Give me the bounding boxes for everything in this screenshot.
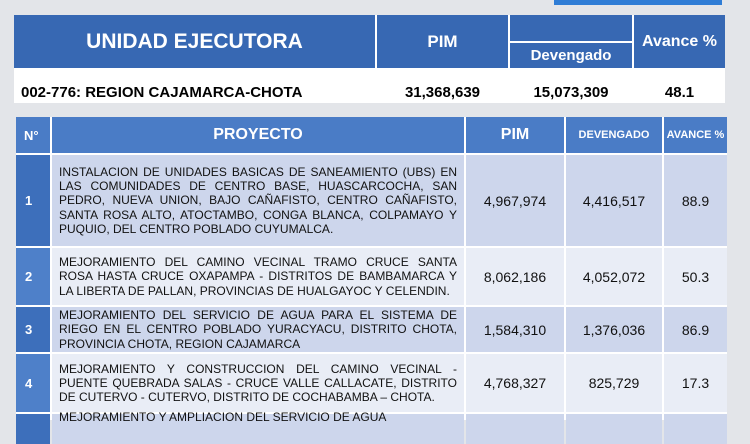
- row-number: 1: [16, 155, 50, 246]
- row-pim: [466, 414, 564, 444]
- row-pim: 4,967,974: [466, 155, 564, 246]
- unidad-ejecutora-header: UNIDAD EJECUTORA: [14, 15, 375, 68]
- row-devengado: 4,416,517: [566, 155, 662, 246]
- row-pim: 1,584,310: [466, 307, 564, 352]
- devengado-value: 15,073,309: [510, 70, 632, 103]
- devengado-header: Devengado: [510, 43, 632, 68]
- row-devengado: [566, 414, 662, 444]
- pim-header: PIM: [377, 15, 508, 68]
- row-devengado: 4,052,072: [566, 248, 662, 305]
- row-avance: 17.3: [664, 354, 727, 412]
- pim-value: 31,368,639: [377, 70, 508, 103]
- project-name: INSTALACION DE UNIDADES BASICAS DE SANEAMIENTO (UBS) EN LAS COMUNIDADES DE CENTRO BASE, HUASCARCOCHA, SAN PEDRO, NUEVA UNION, BAJO CAÑAFISTO, CENTRO CAÑAFISTO, SANTA ROSA ALTO, ATOCTAMBO, CONGA BLANCA, COLPAMAYO Y PUQUIO, DEL CENTRO POBLADO CUYUMALCA.: [52, 155, 464, 246]
- row-number: 4: [16, 354, 50, 412]
- avance-column-header: AVANCE %: [664, 117, 727, 153]
- table-row: [16, 410, 727, 444]
- project-name: MEJORAMIENTO Y AMPLIACION DEL SERVICIO DE AGUA: [52, 414, 464, 444]
- table-row: [16, 248, 727, 305]
- row-avance: 50.3: [664, 248, 727, 305]
- pim-column-header: PIM: [466, 117, 564, 153]
- row-avance: 88.9: [664, 155, 727, 246]
- row-pim: 4,768,327: [466, 354, 564, 412]
- row-pim: 8,062,186: [466, 248, 564, 305]
- project-name: MEJORAMIENTO Y CONSTRUCCION DEL CAMINO VECINAL - PUENTE QUEBRADA SALAS - CRUCE VALLE CALLACATE, DISTRITO DE CUTERVO - CUTERVO, DISTRITO DE COCHABAMBA – CHOTA.: [52, 354, 464, 412]
- top-accent-bar: [554, 0, 722, 5]
- project-name: MEJORAMIENTO DEL SERVICIO DE AGUA PARA EL SISTEMA DE RIEGO EN EL CENTRO POBLADO YURACYACU, DISTRITO CHOTA, PROVINCIA CHOTA, REGION CAJAMARCA: [52, 307, 464, 352]
- avance-header: Avance %: [634, 15, 725, 68]
- devengado-header-top: [510, 15, 632, 41]
- devengado-column-header: DEVENGADO: [566, 117, 662, 153]
- executing-unit-summary-table: [14, 15, 725, 103]
- row-avance: [664, 414, 727, 444]
- projects-table: [16, 117, 727, 424]
- unidad-ejecutora-value: 002-776: REGION CAJAMARCA-CHOTA: [14, 70, 375, 103]
- row-number: [16, 414, 50, 444]
- row-devengado: 825,729: [566, 354, 662, 412]
- row-number: 2: [16, 248, 50, 305]
- row-avance: 86.9: [664, 307, 727, 352]
- table-row: [16, 354, 727, 412]
- number-column-header: N°: [16, 117, 50, 153]
- project-name: MEJORAMIENTO DEL CAMINO VECINAL TRAMO CRUCE SANTA ROSA HASTA CRUCE OXAPAMPA - DISTRITOS DE BAMBAMARCA Y LA LIBERTA DE PALLAN, PROVINCIAS DE HUALGAYOC Y CELENDIN.: [52, 248, 464, 305]
- row-devengado: 1,376,036: [566, 307, 662, 352]
- table-row: [16, 307, 727, 352]
- proyecto-column-header: PROYECTO: [52, 117, 464, 153]
- table-row: [16, 155, 727, 246]
- avance-value: 48.1: [634, 70, 725, 103]
- row-number: 3: [16, 307, 50, 352]
